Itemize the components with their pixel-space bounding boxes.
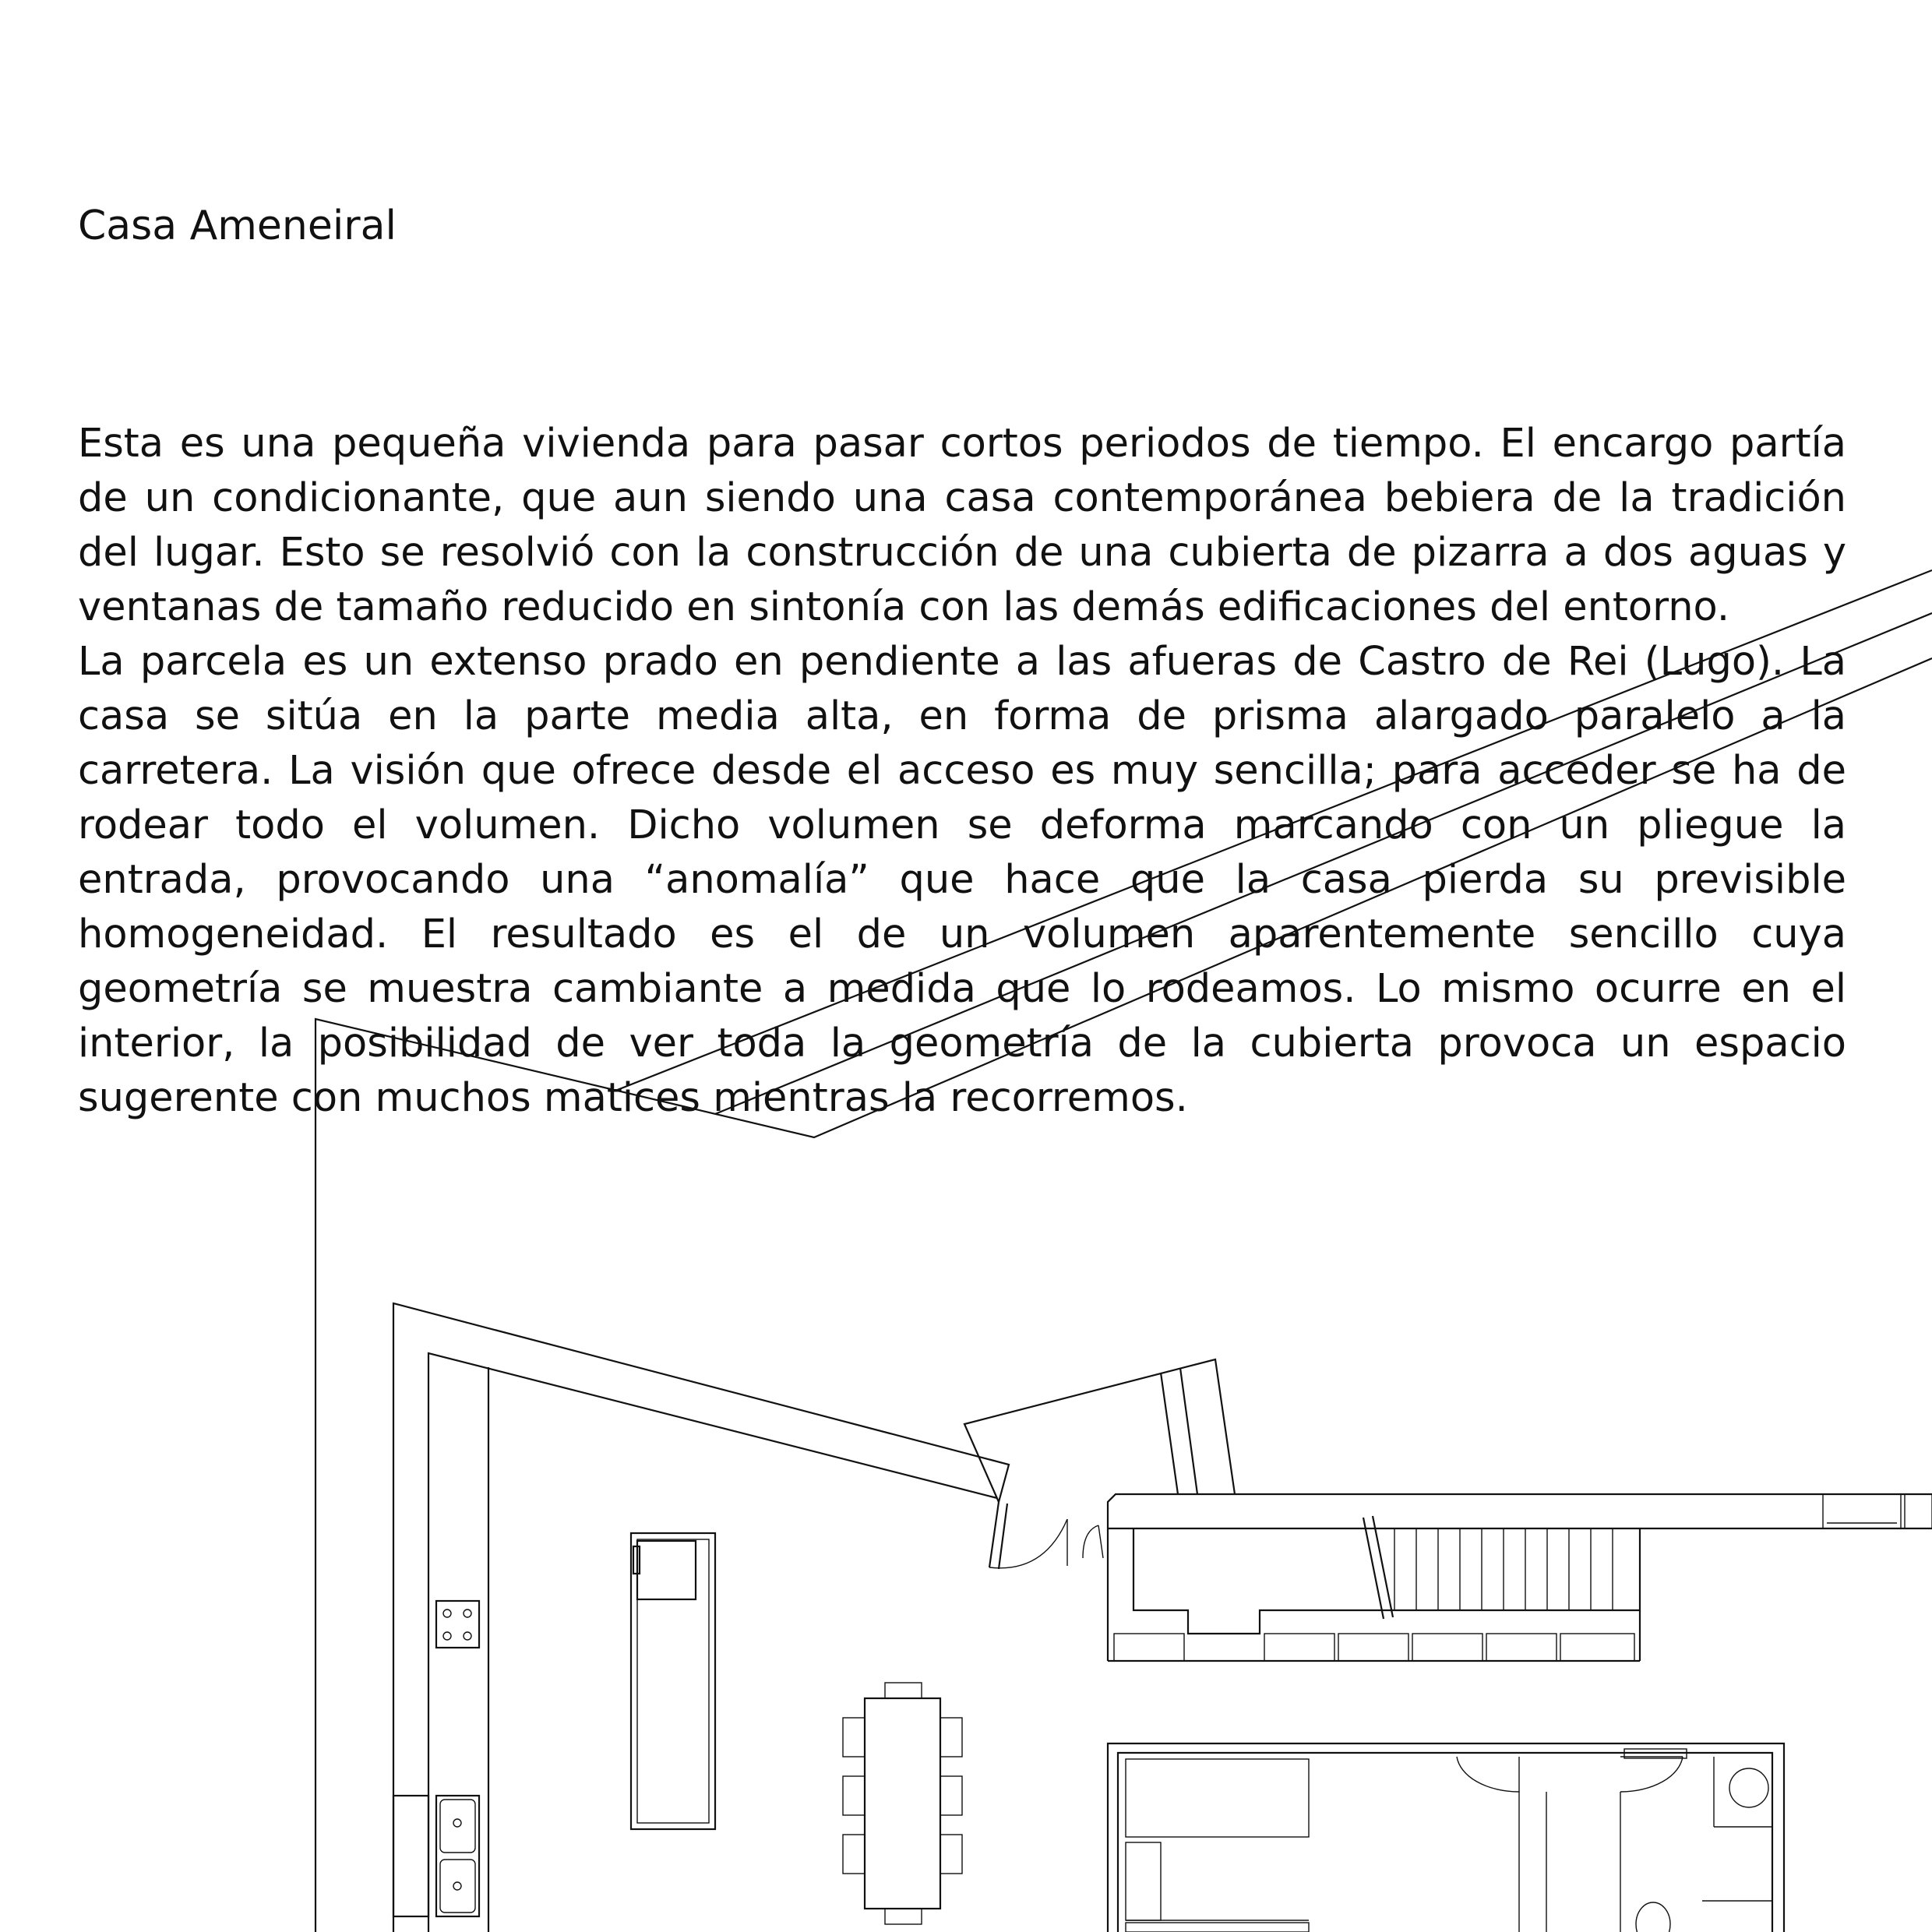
entrance-door <box>989 1519 1103 1568</box>
page-title: Casa Ameneiral <box>78 203 397 249</box>
stair-and-bench <box>1108 1516 1640 1661</box>
right-wing-walls <box>1108 1494 1932 1661</box>
body-text <box>78 417 1846 1126</box>
dining-table <box>843 1683 962 1924</box>
kitchen-hob <box>436 1601 479 1648</box>
paragraph-site: La parcela es un extenso prado en pendiente a las afueras de Castro de Rei (Lugo). La casa se sitúa en la parte media alta, en forma de prisma alargado paralelo a la carretera. La visión que ofrece desde el acceso es muy sencilla; para acceder se ha de rodear todo el volumen. Dicho volumen se deforma marcando con un pliegue la entrada, provocando una “anomalía” que hace que la casa pierda su previsible homogeneidad. El resultado es el de un volumen aparentemente sencillo cuya geometría se muestra cambiante a medida que lo rodeamos. Lo mismo ocurre en el interior, la posibilidad de ver toda la geometría de la cubierta provoca un espacio sugerente con muchos matices mientras la recorremos. <box>78 639 1846 1121</box>
paragraph-intro: Esta es una pequeña vivienda para pasar cortos periodos de tiempo. El encargo partía de un condicionante, que aun siendo una casa contemporánea bebiera de la tradición del lugar. Esto se resolvió con la construcción de una cubierta de pizarra a dos aguas y ventanas de tamaño reducido en sintonía con las demás edificaciones del entorno. <box>78 421 1846 630</box>
kitchen-island <box>631 1533 715 1829</box>
kitchen-sink <box>393 1796 479 1916</box>
bedroom-block <box>1108 1743 1784 1932</box>
